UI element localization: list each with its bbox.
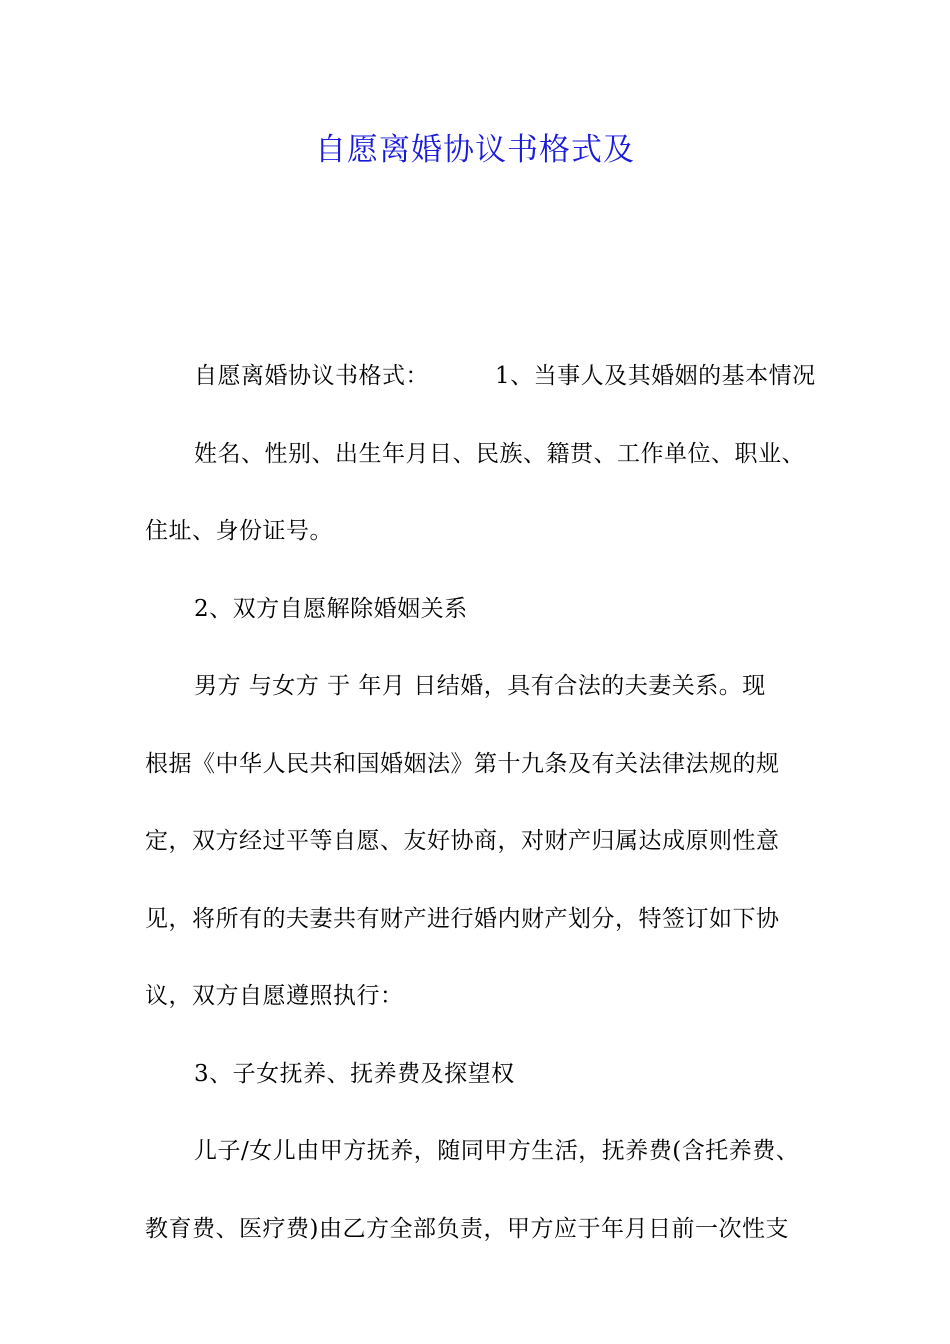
paragraph-line: 见，将所有的夫妻共有财产进行婚内财产划分，特签订如下协 bbox=[145, 905, 780, 932]
section-heading: 3、子女抚养、抚养费及探望权 bbox=[194, 1060, 515, 1087]
document-body bbox=[145, 338, 825, 1268]
format-label: 自愿离婚协议书格式： bbox=[194, 363, 429, 389]
paragraph-line: 儿子/女儿由甲方抚养，随同甲方生活，抚养费(含托养费、 bbox=[194, 1138, 800, 1164]
section-heading: 1、当事人及其婚姻的基本情况 bbox=[495, 363, 816, 389]
section-heading: 2、双方自愿解除婚姻关系 bbox=[194, 595, 468, 622]
paragraph-line: 定，双方经过平等自愿、友好协商，对财产归属达成原则性意 bbox=[145, 828, 780, 854]
paragraph-line: 议，双方自愿遵照执行： bbox=[145, 983, 404, 1009]
paragraph-line: 根据《中华人民共和国婚姻法》第十九条及有关法律法规的规 bbox=[145, 750, 780, 777]
paragraph-line: 教育费、医疗费)由乙方全部负责，甲方应于年月日前一次性支 bbox=[145, 1215, 789, 1242]
paragraph-line: 住址、身份证号。 bbox=[145, 518, 333, 544]
paragraph-line: 男方 与女方 于 年月 日结婚，具有合法的夫妻关系。现 bbox=[194, 673, 766, 699]
document-title: 自愿离婚协议书格式及 bbox=[315, 132, 635, 168]
paragraph-line: 姓名、性别、出生年月日、民族、籍贯、工作单位、职业、 bbox=[194, 440, 805, 467]
paragraph-line bbox=[145, 338, 825, 416]
